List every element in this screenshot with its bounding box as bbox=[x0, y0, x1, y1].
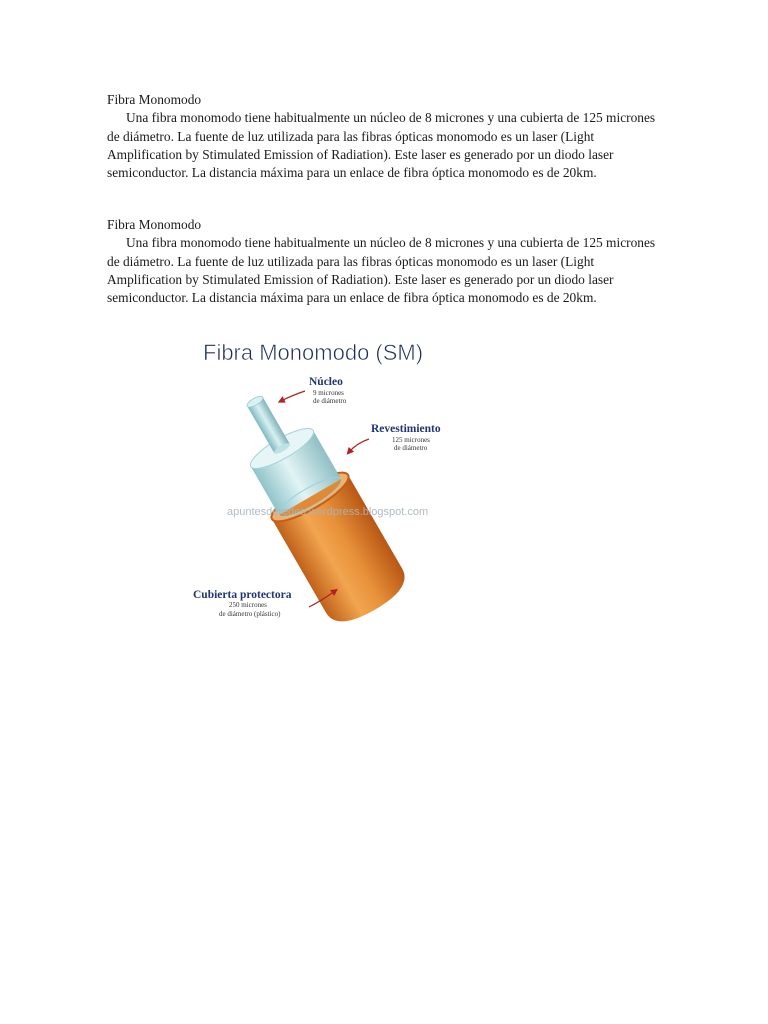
fiber-diagram bbox=[185, 333, 445, 625]
nucleo-sub-line1: 9 micrones bbox=[313, 389, 344, 397]
watermark-text: apuntesderedes.wordpress.blogspot.com bbox=[227, 506, 429, 518]
section-title: Fibra Monomodo bbox=[107, 217, 202, 232]
revestimiento-label: Revestimiento bbox=[371, 423, 441, 435]
nucleo-sub-line2: de diámetro bbox=[313, 397, 347, 405]
cubierta-sub-line2: de diámetro (plástico) bbox=[219, 610, 281, 618]
figure-title: Fibra Monomodo (SM) bbox=[203, 340, 424, 365]
text-section-1 bbox=[107, 91, 667, 182]
cubierta-sub-line1: 250 micrones bbox=[229, 601, 267, 609]
nucleo-label: Núcleo bbox=[309, 376, 343, 388]
revestimiento-sub-line1: 125 micrones bbox=[392, 436, 430, 444]
fiber-diagram-svg bbox=[185, 333, 445, 625]
section-paragraph: Una fibra monomodo tiene habitualmente un núcleo de 8 micrones y una cubierta de 125 micrones de diámetro. La fuente de luz utilizada para las fibras ópticas monomodo es un laser (Light Amplification by Stimulated Emission of Radiation). Este laser es generado por un diodo laser semiconductor. La distancia máxima para un enlace de fibra óptica monomodo es de 20km. bbox=[107, 110, 656, 181]
section-paragraph: Una fibra monomodo tiene habitualmente un núcleo de 8 micrones y una cubierta de 125 micrones de diámetro. La fuente de luz utilizada para las fibras ópticas monomodo es un laser (Light Amplification by Stimulated Emission of Radiation). Este laser es generado por un diodo laser semiconductor. La distancia máxima para un enlace de fibra óptica monomodo es de 20km. bbox=[107, 235, 656, 306]
cubierta-label: Cubierta protectora bbox=[193, 589, 292, 601]
nucleo-arrow bbox=[281, 391, 305, 401]
fiber-cable-illustration bbox=[215, 377, 413, 625]
revestimiento-arrow bbox=[349, 439, 369, 452]
text-section-2 bbox=[107, 216, 667, 307]
section-title: Fibra Monomodo bbox=[107, 92, 202, 107]
revestimiento-sub-line2: de diámetro bbox=[394, 444, 428, 452]
